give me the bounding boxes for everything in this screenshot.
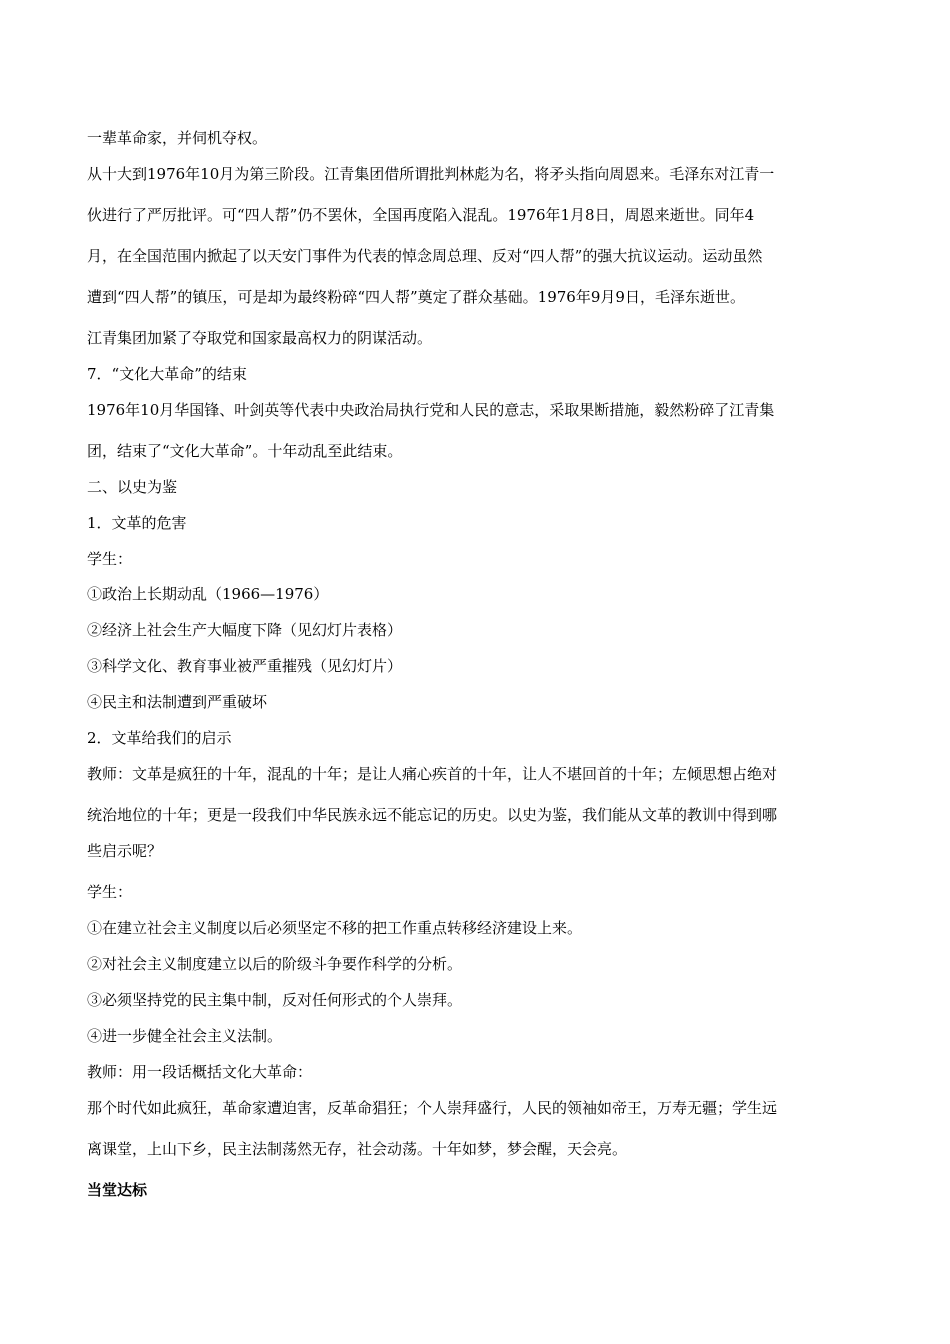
section-title: 二、以史为鉴 <box>87 478 178 496</box>
paragraph-line: 一辈革命家，并伺机夺权。 <box>87 129 268 147</box>
subsection-title: 1．文革的危害 <box>87 514 187 532</box>
paragraph-line: 些启示呢？ <box>87 842 163 860</box>
paragraph-line: 统治地位的十年；更是一段我们中华民族永远不能忘记的历史。以史为鉴，我们能从文革的教训中得到哪 <box>87 806 778 824</box>
subsection-title: 2．文革给我们的启示 <box>87 729 232 747</box>
section-heading: 当堂达标 <box>87 1181 148 1199</box>
speaker-label: 学生： <box>87 550 133 568</box>
paragraph-line: 从十大到1976年10月为第三阶段。江青集团借所谓批判林彪为名，将矛头指向周恩来。毛泽东对江青一 <box>87 165 775 183</box>
paragraph-line: 教师：用一段话概括文化大革命： <box>87 1063 313 1081</box>
paragraph-line: 教师：文革是疯狂的十年，混乱的十年；是让人痛心疾首的十年，让人不堪回首的十年；左倾思想占绝对 <box>87 765 778 783</box>
paragraph-line: 团，结束了“文化大革命”。十年动乱至此结束。 <box>87 442 403 460</box>
list-item: ②对社会主义制度建立以后的阶级斗争要作科学的分析。 <box>87 955 463 973</box>
paragraph-line: 江青集团加紧了夺取党和国家最高权力的阴谋活动。 <box>87 329 433 347</box>
paragraph-line: 伙进行了严厉批评。可“四人帮”仍不罢休，全国再度陷入混乱。1976年1月8日，周恩来逝世。同年4 <box>87 206 755 224</box>
subsection-title: 7．“文化大革命”的结束 <box>87 365 247 383</box>
list-item: ②经济上社会生产大幅度下降（见幻灯片表格） <box>87 621 403 639</box>
list-item: ③科学文化、教育事业被严重摧残（见幻灯片） <box>87 657 403 675</box>
list-item: ④民主和法制遭到严重破坏 <box>87 693 268 711</box>
paragraph-line: 月，在全国范围内掀起了以天安门事件为代表的悼念周总理、反对“四人帮”的强大抗议运动。运动虽然 <box>87 247 763 265</box>
list-item: ③必须坚持党的民主集中制，反对任何形式的个人崇拜。 <box>87 991 463 1009</box>
list-item: ①在建立社会主义制度以后必须坚定不移的把工作重点转移经济建设上来。 <box>87 919 583 937</box>
paragraph-line: 那个时代如此疯狂，革命家遭迫害，反革命猖狂；个人崇拜盛行，人民的领袖如帝王，万寿无疆；学生远 <box>87 1099 778 1117</box>
list-item: ①政治上长期动乱（1966—1976） <box>87 585 329 603</box>
paragraph-line: 遭到“四人帮”的镇压，可是却为最终粉碎“四人帮”奠定了群众基础。1976年9月9日，毛泽东逝世。 <box>87 288 745 306</box>
paragraph-line: 离课堂，上山下乡，民主法制荡然无存，社会动荡。十年如梦，梦会醒，天会亮。 <box>87 1140 628 1158</box>
paragraph-line: 1976年10月华国锋、叶剑英等代表中央政治局执行党和人民的意志，采取果断措施，毅然粉碎了江青集 <box>87 401 775 419</box>
speaker-label: 学生： <box>87 883 133 901</box>
list-item: ④进一步健全社会主义法制。 <box>87 1027 283 1045</box>
